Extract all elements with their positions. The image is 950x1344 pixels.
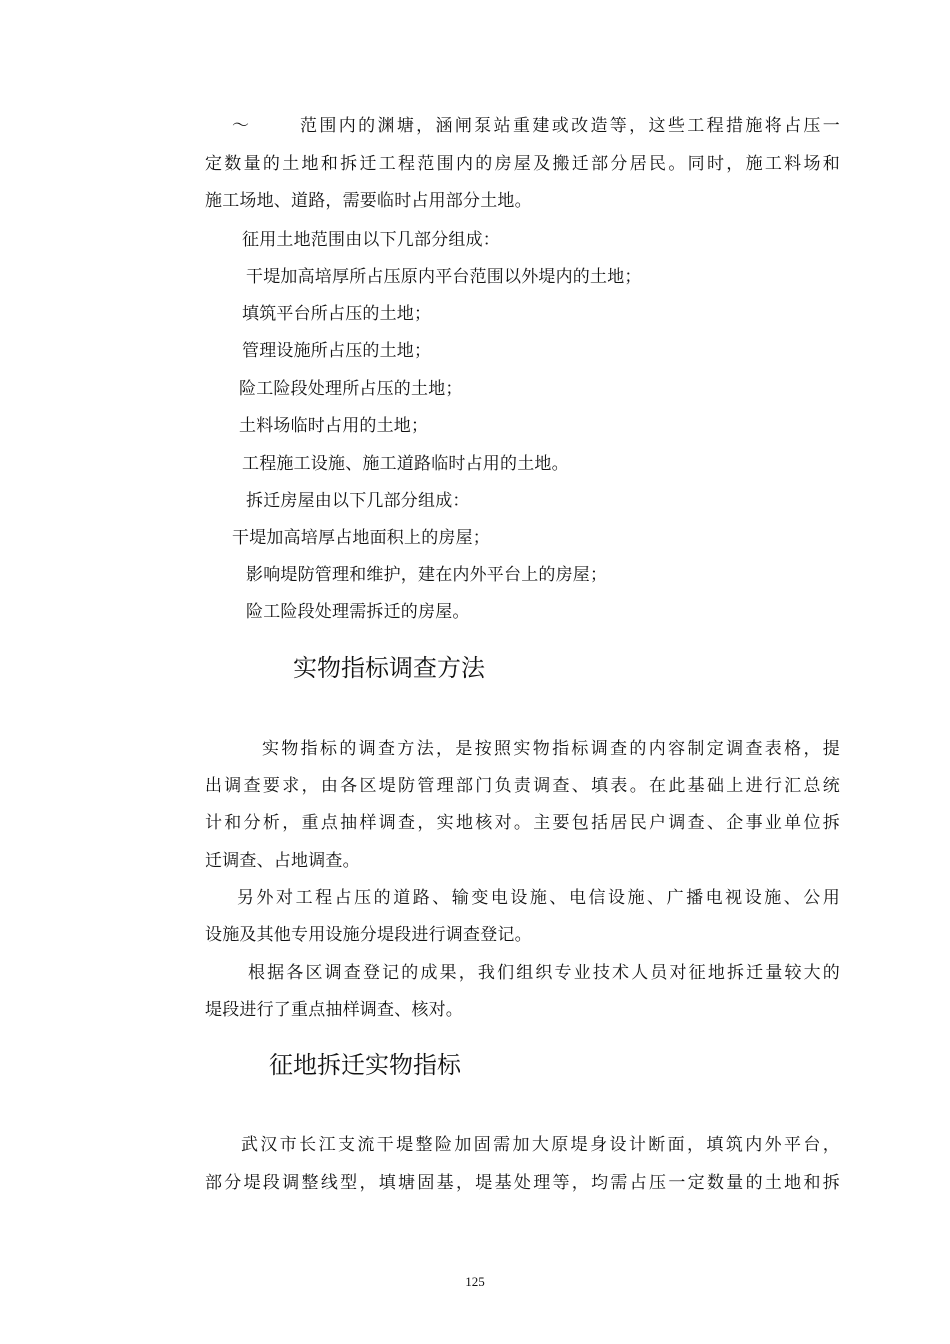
survey-paragraph-line: 迁调查、占地调查。 bbox=[205, 851, 360, 871]
tilde-mark: ～ bbox=[232, 116, 249, 136]
facilities-paragraph-line: 另外对工程占压的道路、输变电设施、电信设施、广播电视设施、公用 bbox=[237, 888, 840, 908]
results-paragraph-line: 堤段进行了重点抽样调查、核对。 bbox=[205, 1000, 463, 1020]
survey-paragraph-line: 实物指标的调查方法，是按照实物指标调查的内容制定调查表格，提 bbox=[262, 739, 840, 759]
survey-paragraph-line: 计和分析，重点抽样调查，实地核对。主要包括居民户调查、企事业单位拆 bbox=[205, 813, 840, 833]
house-list-item: 干堤加高培厚占地面积上的房屋； bbox=[232, 528, 490, 548]
paragraph1-line2: 定数量的土地和拆迁工程范围内的房屋及搬迁部分居民。同时，施工料场和 bbox=[205, 154, 840, 174]
land-list-item: 险工险段处理所占压的土地； bbox=[239, 379, 463, 399]
land-list-intro: 征用土地范围由以下几部分组成： bbox=[242, 230, 500, 250]
paragraph1-line3: 施工场地、道路，需要临时占用部分土地。 bbox=[205, 191, 532, 211]
section-heading-physical-indicators: 征地拆迁实物指标 bbox=[269, 1051, 461, 1079]
land-list-item: 工程施工设施、施工道路临时占用的土地。 bbox=[242, 454, 569, 474]
indicators-paragraph-line: 部分堤段调整线型，填塘固基，堤基处理等，均需占压一定数量的土地和拆 bbox=[205, 1173, 840, 1193]
land-list-item: 干堤加高培厚所占压原内平台范围以外堤内的土地； bbox=[246, 267, 642, 287]
land-list-item: 填筑平台所占压的土地； bbox=[242, 304, 432, 324]
house-list-item: 险工险段处理需拆迁的房屋。 bbox=[246, 602, 470, 622]
land-list-item: 土料场临时占用的土地； bbox=[239, 416, 429, 436]
paragraph1-line1: 范围内的渊塘，涵闸泵站重建或改造等，这些工程措施将占压一 bbox=[300, 116, 840, 136]
house-list-item: 影响堤防管理和维护，建在内外平台上的房屋； bbox=[246, 565, 608, 585]
page-number: 125 bbox=[465, 1274, 485, 1289]
survey-paragraph-line: 出调查要求，由各区堤防管理部门负责调查、填表。在此基础上进行汇总统 bbox=[205, 776, 840, 796]
results-paragraph-line: 根据各区调查登记的成果，我们组织专业技术人员对征地拆迁量较大的 bbox=[248, 963, 840, 983]
land-list-item: 管理设施所占压的土地； bbox=[242, 341, 432, 361]
house-list-intro: 拆迁房屋由以下几部分组成： bbox=[246, 491, 470, 511]
section-heading-survey-method: 实物指标调查方法 bbox=[293, 654, 485, 682]
indicators-paragraph-line: 武汉市长江支流干堤整险加固需加大原堤身设计断面，填筑内外平台， bbox=[241, 1135, 840, 1155]
facilities-paragraph-line: 设施及其他专用设施分堤段进行调查登记。 bbox=[205, 925, 532, 945]
